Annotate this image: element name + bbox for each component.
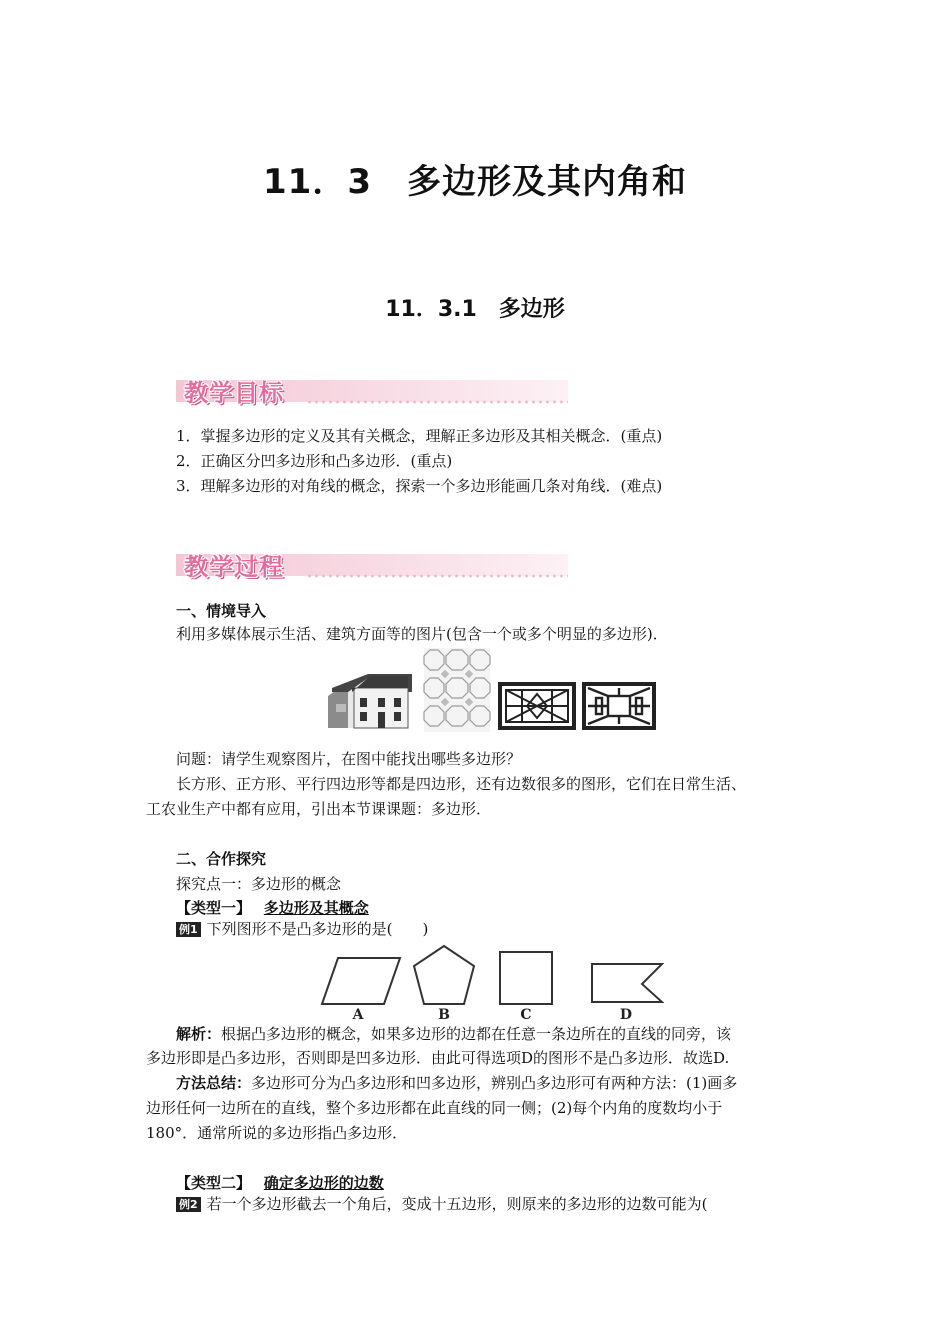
- type-1-title: 多边形及其概念: [263, 899, 369, 917]
- example-1-tag: 例1: [176, 922, 201, 937]
- goal-item-3: 3．理解多边形的对角线的概念，探索一个多边形能画几条对角线．(难点): [176, 477, 663, 495]
- house-picture: [328, 674, 412, 728]
- option-a-parallelogram: [322, 958, 400, 1004]
- example-2-tag: 例2: [176, 1197, 201, 1212]
- method-line-3: 180°．通常所说的多边形指凸多边形．: [146, 1124, 408, 1142]
- option-c-square: [500, 952, 552, 1004]
- process-banner-label: 教学过程: [184, 553, 284, 581]
- example-1-text: 下列图形不是凸多边形的是( ): [206, 920, 429, 938]
- goal-item-1: 1．掌握多边形的定义及其有关概念，理解正多边形及其相关概念．(重点): [176, 427, 663, 445]
- analysis-line-1: 解析：根据凸多边形的概念，如果多边形的边都在任意一条边所在的直线的同旁，该: [176, 1025, 732, 1043]
- type-2-title: 确定多边形的边数: [263, 1174, 384, 1192]
- example-2-text: 若一个多边形截去一个角后，变成十五边形，则原来的多边形的边数可能为(: [206, 1195, 708, 1213]
- analysis-label: 解析：: [176, 1025, 222, 1043]
- lattice-window-picture-1: [500, 684, 574, 728]
- type-2-label: 【类型二】: [176, 1174, 252, 1192]
- scene-pictures: [328, 648, 658, 732]
- option-c-label: C: [520, 1007, 532, 1020]
- answer-line-2: 工农业生产中都有应用，引出本节课课题：多边形．: [146, 800, 492, 818]
- option-d-concave: [592, 964, 662, 1002]
- method-label: 方法总结：: [176, 1074, 252, 1092]
- lattice-window-picture-2: [584, 684, 654, 728]
- question-text: 问题：请学生观察图片，在图中能找出哪些多边形？: [176, 750, 522, 768]
- goal-item-2: 2．正确区分凹多边形和凸多边形．(重点): [176, 452, 453, 470]
- answer-line-1: 长方形、正方形、平行四边形等都是四边形，还有边数很多的图形，它们在日常生活、: [176, 775, 747, 793]
- section-1-text: 利用多媒体展示生活、建筑方面等的图片(包含一个或多个明显的多边形)．: [176, 625, 668, 643]
- goals-banner-label: 教学目标: [184, 379, 284, 407]
- option-b-label: B: [438, 1007, 450, 1020]
- process-banner: [176, 546, 568, 580]
- option-d-label: D: [619, 1007, 633, 1020]
- example-2: [176, 1192, 708, 1216]
- option-b-pentagon: [414, 946, 474, 1004]
- goals-banner: [176, 372, 568, 406]
- option-a-label: A: [352, 1007, 364, 1020]
- method-line-2: 边形任何一边所在的直线，整个多边形都在此直线的同一侧；(2)每个内角的度数均小于: [146, 1099, 723, 1117]
- analysis-line-2: 多边形即是凸多边形，否则即是凹多边形．由此可得选项D的图形不是凸多边形．故选D.: [146, 1049, 730, 1067]
- tile-pattern-picture: [424, 648, 490, 732]
- explore-point-1: 探究点一：多边形的概念: [176, 875, 342, 893]
- section-subtitle: 11．3.1 多边形: [385, 297, 565, 322]
- section-2-heading: 二、合作探究: [176, 850, 267, 868]
- section-1-heading: 一、情境导入: [176, 602, 267, 620]
- example-1: [176, 917, 428, 941]
- method-line-1: 方法总结：多边形可分为凸多边形和凹多边形，辨别凸多边形可有两种方法：(1)画多: [176, 1074, 738, 1092]
- page-title: 11．3 多边形及其内角和: [263, 162, 687, 202]
- example-1-options: [318, 944, 664, 1020]
- type-1-label: 【类型一】: [176, 899, 252, 917]
